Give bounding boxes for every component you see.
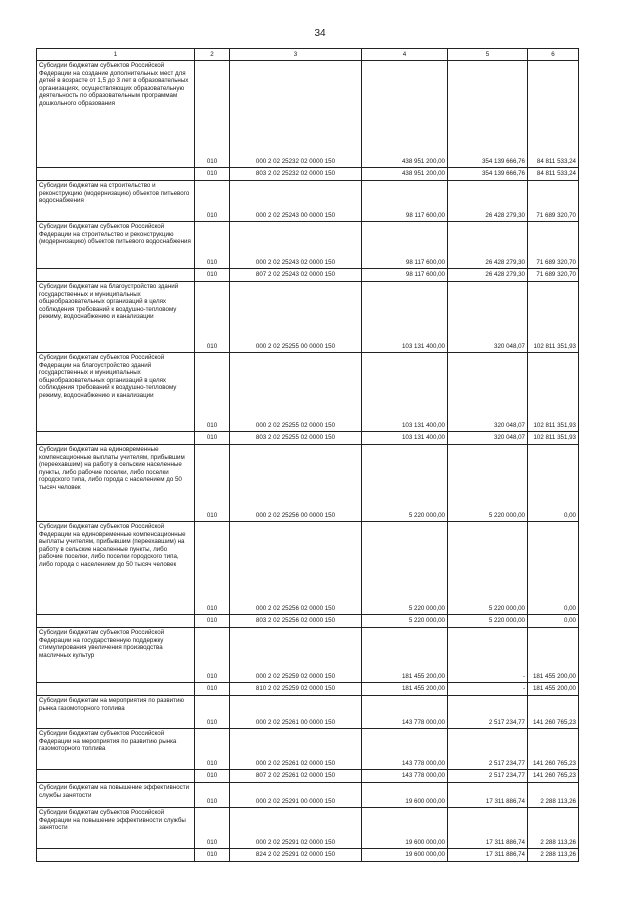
approved-amount: 5 220 000,00	[362, 445, 448, 522]
column-header: 3	[230, 49, 362, 61]
approved-amount: 19 600 000,00	[362, 849, 448, 862]
budget-classification-code: 824 2 02 25291 02 0000 150	[230, 849, 362, 862]
row-code: 010	[195, 269, 230, 282]
table-row	[37, 783, 579, 808]
row-code: 010	[195, 783, 230, 808]
executed-amount: 320 048,07	[448, 282, 528, 353]
budget-classification-code: 000 2 02 25232 02 0000 150	[230, 61, 362, 168]
unexecuted-amount: 71 689 320,70	[528, 181, 579, 222]
row-code: 010	[195, 432, 230, 445]
row-code: 010	[195, 808, 230, 849]
unexecuted-amount: 2 288 113,26	[528, 808, 579, 849]
row-code: 010	[195, 696, 230, 729]
budget-classification-code: 000 2 02 25291 00 0000 150	[230, 783, 362, 808]
unexecuted-amount: 84 811 533,24	[528, 61, 579, 168]
table-row	[37, 353, 579, 432]
row-code: 010	[195, 282, 230, 353]
approved-amount: 19 600 000,00	[362, 783, 448, 808]
budget-classification-code: 000 2 02 25243 00 0000 150	[230, 181, 362, 222]
unexecuted-amount: 0,00	[528, 615, 579, 628]
row-description	[37, 432, 195, 445]
budget-classification-code: 807 2 02 25243 02 0000 150	[230, 269, 362, 282]
approved-amount: 181 455 200,00	[362, 683, 448, 696]
unexecuted-amount: 102 811 351,93	[528, 432, 579, 445]
row-description: Субсидии бюджетам на благоустройство зданий государственных и муниципальных общеобразовательных организаций в целях соблюдения требований к воздушно-тепловому режиму, водоснабжению и канализации	[37, 282, 195, 353]
unexecuted-amount: 2 288 113,26	[528, 849, 579, 862]
approved-amount: 98 117 600,00	[362, 269, 448, 282]
table-row	[37, 696, 579, 729]
executed-amount: 26 428 279,30	[448, 222, 528, 269]
unexecuted-amount: 0,00	[528, 522, 579, 615]
budget-classification-code: 000 2 02 25243 02 0000 150	[230, 222, 362, 269]
budget-classification-code: 000 2 02 25256 02 0000 150	[230, 522, 362, 615]
table-row	[37, 808, 579, 849]
table-row	[37, 61, 579, 168]
executed-amount: 354 139 666,76	[448, 61, 528, 168]
column-header: 6	[528, 49, 579, 61]
table-row	[37, 615, 579, 628]
approved-amount: 98 117 600,00	[362, 222, 448, 269]
unexecuted-amount: 102 811 351,93	[528, 353, 579, 432]
row-code: 010	[195, 615, 230, 628]
table-row	[37, 269, 579, 282]
approved-amount: 143 778 000,00	[362, 770, 448, 783]
column-header: 4	[362, 49, 448, 61]
table-row	[37, 282, 579, 353]
budget-classification-code: 000 2 02 25291 02 0000 150	[230, 808, 362, 849]
row-description	[37, 770, 195, 783]
unexecuted-amount: 141 260 765,23	[528, 770, 579, 783]
row-code: 010	[195, 849, 230, 862]
executed-amount: 2 517 234,77	[448, 770, 528, 783]
executed-amount: 26 428 279,30	[448, 269, 528, 282]
table-row	[37, 522, 579, 615]
executed-amount: 17 311 886,74	[448, 783, 528, 808]
approved-amount: 103 131 400,00	[362, 353, 448, 432]
budget-classification-code: 803 2 02 25255 02 0000 150	[230, 432, 362, 445]
unexecuted-amount: 181 455 200,00	[528, 628, 579, 683]
page-number: 34	[314, 28, 326, 39]
budget-classification-code: 000 2 02 25255 00 0000 150	[230, 282, 362, 353]
row-description: Субсидии бюджетам субъектов Российской Федерации на создание дополнительных мест для детей в возрасте от 1,5 до 3 лет в образовательных организациях, осуществляющих образовательную деятельность по образовательным программам дошкольного образования	[37, 61, 195, 168]
budget-classification-code: 810 2 02 25259 02 0000 150	[230, 683, 362, 696]
row-description: Субсидии бюджетам субъектов Российской Федерации на государственную поддержку стимулирования увеличения производства масличных культур	[37, 628, 195, 683]
approved-amount: 181 455 200,00	[362, 628, 448, 683]
executed-amount: 17 311 886,74	[448, 849, 528, 862]
budget-classification-code: 803 2 02 25232 02 0000 150	[230, 168, 362, 181]
row-description: Субсидии бюджетам на мероприятия по развитию рынка газомоторного топлива	[37, 696, 195, 729]
row-code: 010	[195, 683, 230, 696]
row-description: Субсидии бюджетам субъектов Российской Федерации на строительство и реконструкцию (модернизацию) объектов питьевого водоснабжения	[37, 222, 195, 269]
column-header: 2	[195, 49, 230, 61]
budget-classification-code: 000 2 02 25261 00 0000 150	[230, 696, 362, 729]
approved-amount: 103 131 400,00	[362, 432, 448, 445]
row-code: 010	[195, 168, 230, 181]
table-row	[37, 628, 579, 683]
executed-amount: 5 220 000,00	[448, 615, 528, 628]
unexecuted-amount: 71 689 320,70	[528, 222, 579, 269]
row-description	[37, 168, 195, 181]
executed-amount: -	[448, 683, 528, 696]
approved-amount: 438 951 200,00	[362, 168, 448, 181]
unexecuted-amount: 0,00	[528, 445, 579, 522]
approved-amount: 5 220 000,00	[362, 522, 448, 615]
approved-amount: 143 778 000,00	[362, 696, 448, 729]
row-code: 010	[195, 770, 230, 783]
unexecuted-amount: 141 260 765,23	[528, 696, 579, 729]
row-description: Субсидии бюджетам субъектов Российской Федерации на мероприятия по развитию рынка газомоторного топлива	[37, 729, 195, 770]
budget-classification-code: 803 2 02 25256 02 0000 150	[230, 615, 362, 628]
row-code: 010	[195, 729, 230, 770]
executed-amount: 5 220 000,00	[448, 445, 528, 522]
row-description	[37, 849, 195, 862]
row-code: 010	[195, 445, 230, 522]
table-row	[37, 168, 579, 181]
executed-amount: 320 048,07	[448, 432, 528, 445]
row-description: Субсидии бюджетам субъектов Российской Федерации на единовременные компенсационные выплаты учителям, прибывшим (переехавшим) на работу в сельские населенные пункты, либо рабочие поселки, либо поселки городского типа, либо города с населением до 50 тысяч человек	[37, 522, 195, 615]
table-row	[37, 432, 579, 445]
budget-classification-code: 000 2 02 25255 02 0000 150	[230, 353, 362, 432]
row-description	[37, 269, 195, 282]
table-row	[37, 770, 579, 783]
table-header-row	[37, 49, 579, 61]
executed-amount: 320 048,07	[448, 353, 528, 432]
approved-amount: 19 600 000,00	[362, 808, 448, 849]
unexecuted-amount: 102 811 351,93	[528, 282, 579, 353]
budget-classification-code: 000 2 02 25256 00 0000 150	[230, 445, 362, 522]
row-description: Субсидии бюджетам на повышение эффективности службы занятости	[37, 783, 195, 808]
unexecuted-amount: 141 260 765,23	[528, 729, 579, 770]
approved-amount: 103 131 400,00	[362, 282, 448, 353]
row-code: 010	[195, 181, 230, 222]
row-description: Субсидии бюджетам субъектов Российской Федерации на повышение эффективности службы занятости	[37, 808, 195, 849]
budget-classification-code: 807 2 02 25261 02 0000 150	[230, 770, 362, 783]
row-code: 010	[195, 61, 230, 168]
executed-amount: 5 220 000,00	[448, 522, 528, 615]
approved-amount: 98 117 600,00	[362, 181, 448, 222]
table-row	[37, 849, 579, 862]
table-row	[37, 445, 579, 522]
unexecuted-amount: 181 455 200,00	[528, 683, 579, 696]
unexecuted-amount: 71 689 320,70	[528, 269, 579, 282]
budget-classification-code: 000 2 02 25261 02 0000 150	[230, 729, 362, 770]
row-code: 010	[195, 222, 230, 269]
budget-classification-code: 000 2 02 25259 02 0000 150	[230, 628, 362, 683]
row-description	[37, 615, 195, 628]
executed-amount: 26 428 279,30	[448, 181, 528, 222]
executed-amount: -	[448, 628, 528, 683]
row-code: 010	[195, 353, 230, 432]
approved-amount: 438 951 200,00	[362, 61, 448, 168]
row-description	[37, 683, 195, 696]
approved-amount: 143 778 000,00	[362, 729, 448, 770]
executed-amount: 2 517 234,77	[448, 696, 528, 729]
row-code: 010	[195, 628, 230, 683]
executed-amount: 17 311 886,74	[448, 808, 528, 849]
approved-amount: 5 220 000,00	[362, 615, 448, 628]
executed-amount: 2 517 234,77	[448, 729, 528, 770]
column-header: 5	[448, 49, 528, 61]
table-row	[37, 181, 579, 222]
table-row	[37, 222, 579, 269]
row-code: 010	[195, 522, 230, 615]
table-row	[37, 683, 579, 696]
table-row	[37, 729, 579, 770]
row-description: Субсидии бюджетам на единовременные компенсационные выплаты учителям, прибывшим (переехавшим) на работу в сельские населенные пункты, либо рабочие поселки, либо поселки городского типа, либо города с населением до 50 тысяч человек	[37, 445, 195, 522]
budget-table	[36, 48, 579, 862]
column-header: 1	[37, 49, 195, 61]
unexecuted-amount: 84 811 533,24	[528, 168, 579, 181]
row-description: Субсидии бюджетам на строительство и реконструкцию (модернизацию) объектов питьевого водоснабжения	[37, 181, 195, 222]
executed-amount: 354 139 666,76	[448, 168, 528, 181]
unexecuted-amount: 2 288 113,26	[528, 783, 579, 808]
row-description: Субсидии бюджетам субъектов Российской Федерации на благоустройство зданий государственных и муниципальных общеобразовательных организаций в целях соблюдения требований к воздушно-тепловому режиму, водоснабжению и канализации	[37, 353, 195, 432]
